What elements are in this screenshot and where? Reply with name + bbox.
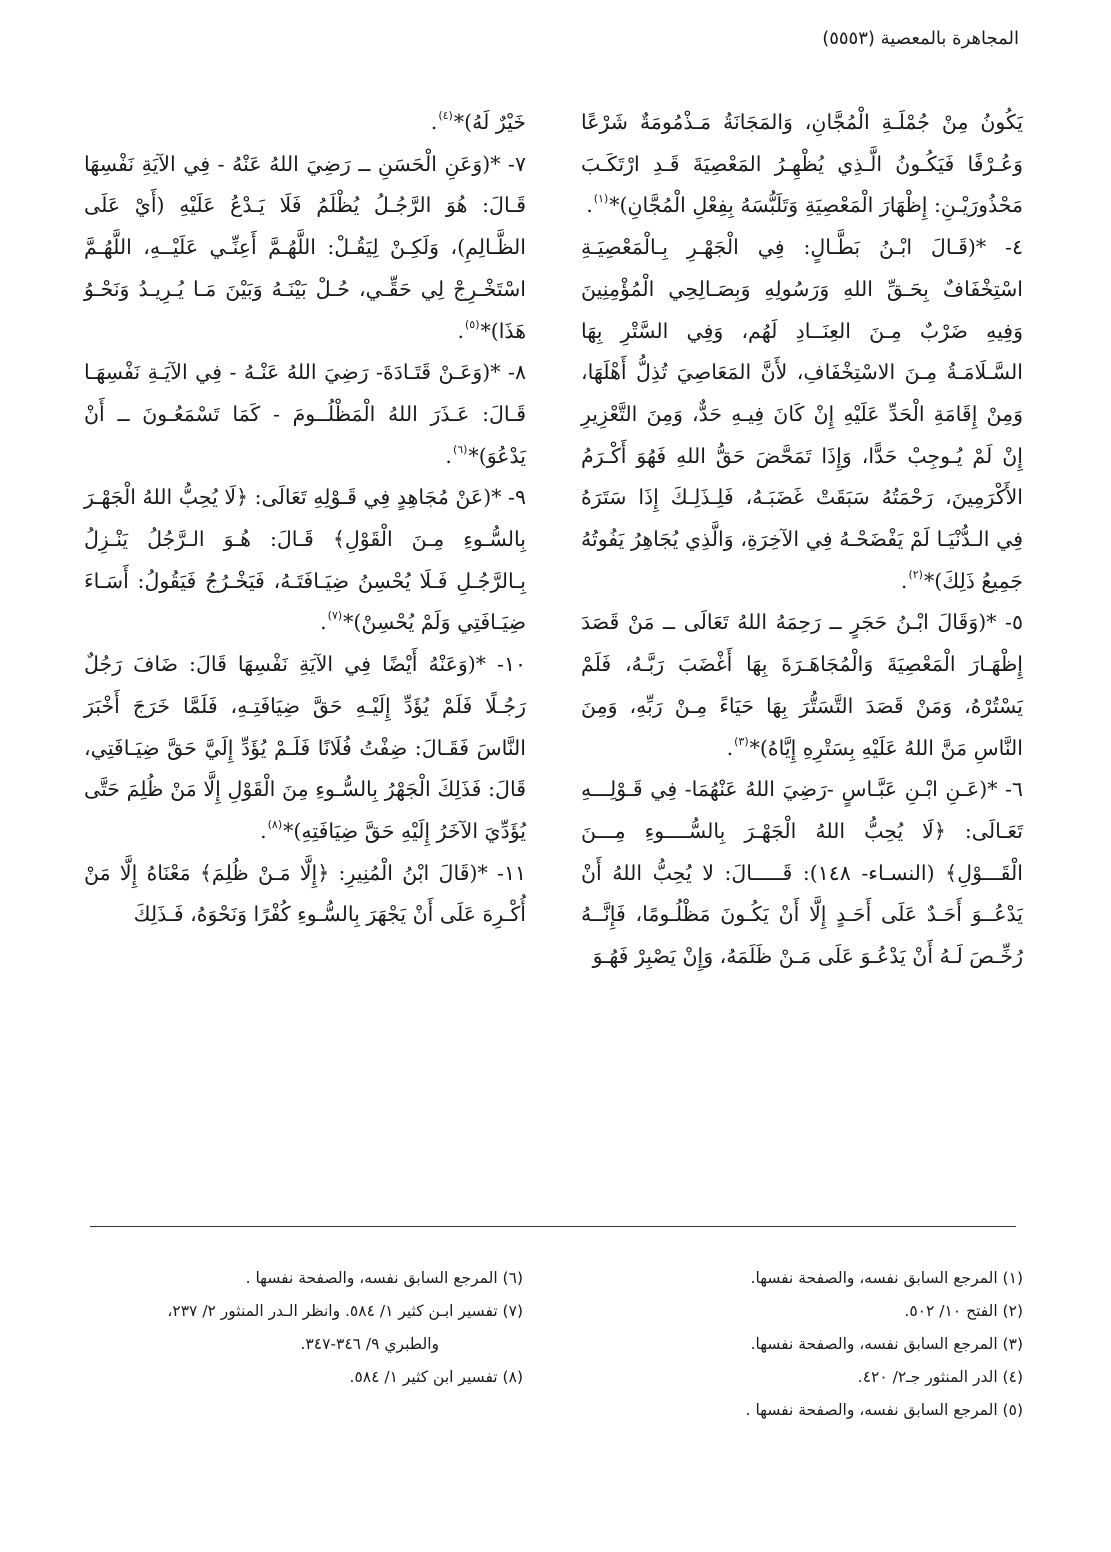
page-number: (٥٥٥٣) (822, 28, 875, 49)
footnote-ref: (٦) (452, 442, 468, 456)
footnote: (١) المرجع السابق نفسه، والصفحة نفسها. (750, 1269, 1023, 1287)
paragraph-text: ٤- *(قَـالَ ابْـنُ بَطَّـالٍ: فِي الْجَهْـرِ بِـالْمَعْصِيَـةِ اسْتِخْفَافٌ بِحَـقِّ اللهِ وَرَسُولِهِ وَبِصَـالِحِي الْمُؤْمِنِينَ وَفِيهِ ضَرْبٌ مِـنَ العِنَــادِ لَهُم، وَفِي السَّتْرِ بِهَا السَّـلَامَـةُ مِـنَ الاسْتِخْفَافِ، لأَنَّ المَعَاصِيَ تُذِلُّ أَهْلَهَا، وَمِنْ إِقَامَةِ الْحَدِّ عَلَيْهِ إِنْ كَانَ فِيـهِ حَدٌّ، وَمِنَ التَّعْزِيرِ إِنْ لَمْ يُـوجِبْ حَدًّا، وَإِذَا تَمَحَّضَ حَقُّ اللهِ فَهُوَ أَكْـرَمُ الأَكْرَمِينَ، رَحْمَتُهُ سَبَقَتْ غَضَبَـهُ، فَلِـذَلِـكَ إِذَا سَتَرَهُ فِي الـدُّنْيَـا لَمْ يَفْضَحْـهُ فِي الآخِرَةِ، وَالَّذِي يُجَاهِرُ يَفُوتُهُ جَمِيعُ ذَلِكَ)* (581, 235, 1023, 593)
footnote-ref: (١) (593, 192, 609, 206)
footnote-separator (90, 1226, 1016, 1227)
footnote-ref: (٥) (464, 317, 480, 331)
paragraph-end: . (586, 193, 593, 218)
paragraph (581, 227, 1023, 602)
paragraph (84, 102, 526, 144)
paragraph (84, 352, 526, 477)
footnote-ref: (٣) (734, 734, 749, 748)
paragraph-end: . (430, 110, 438, 134)
footnote-ref: (٧) (327, 609, 343, 623)
footnote: (٣) المرجع السابق نفسه، والصفحة نفسها. (750, 1335, 1023, 1353)
paragraph-text: ١١- *(قَالَ ابْنُ الْمُنِيرِ: ﴿إِلَّا مَـنْ ظُلِمَ﴾ مَعْنَاهُ إِلَّا مَنْ أُكْـرِهَ عَلَى أَنْ يَجْهَرَ بِالسُّـوءِ كُفْرًا وَنَحْوَهُ، فَـذَلِكَ (84, 860, 526, 927)
paragraph-text: ٧- *(وَعَنِ الْحَسَنِ ــ رَضِيَ اللهُ عَنْهُ - فِي الآيَةِ نَفْسِهَا قَـالَ: هُوَ الرَّجُـلُ يُظْلَمُ فَلَا يَـدْعُ عَلَيْهِ (أَيْ عَلَى الظَّـالِمِ)، وَلَكِـنْ لِيَقُـلْ: اللَّهُـمَّ أَعِنِّـي عَلَيْــهِ، اللَّهُـمَّ اسْتَخْـرِجْ لِي حَقِّـي، حُـلْ بَيْنَـهُ وَبَيْنَ مَـا يُـرِيـدُ وَنَحْـوُ هَذَا)* (84, 151, 526, 343)
paragraph (581, 602, 1023, 769)
paragraph-text: خَيْرٌ لَهُ)* (453, 110, 526, 134)
footnotes-right (583, 1262, 1023, 1427)
paragraph (84, 477, 526, 644)
footnote: (٤) الدر المنثور جـ٢/ ٤٢٠. (857, 1368, 1023, 1386)
text-column-right (581, 102, 1023, 978)
footnote: (٨) تفسير ابن كثير ١/ ٥٨٤. (349, 1368, 523, 1386)
paragraph-text: ٨- *(وَعَـنْ قَتَـادَةَ- رَضِيَ اللهُ عَنْـهُ - فِي الآيَـةِ نَفْسِهَـا قَـالَ: عَـذَرَ اللهُ الْمَظْلُــومَ - كَمَا تَسْمَعُـونَ ــ أَنْ يَدْعُوَ)* (84, 360, 526, 468)
paragraph-end: . (320, 610, 327, 635)
footnote: (٢) الفتح ١٠/ ٥٠٢. (904, 1302, 1023, 1320)
text-column-left (84, 102, 526, 936)
paragraph-text: ٦- *(عَـنِ ابْـنِ عَبَّـاسٍ -رَضِيَ اللهُ عَنْهُمَا- فِي قَـوْلِـــهِ تَعَـالَى: ﴿لَا يُحِبُّ اللهُ الْجَهْـرَ بِالسُّــــوءِ مِـــنَ الْقَـــوْلِ﴾ (النسـاء- ١٤٨): قَـــــالَ: لا يُحِبُّ اللهُ أَنْ يَدْعُــوَ أَحَـدٌ عَلَى أَحَـدٍ إِلَّا أَنْ يَكُـونَ مَظْلُـومًا، فَإِنَّــهُ رُخِّـصَ لَـهُ أَنْ يَدْعُـوَ عَلَى مَـنْ ظَلَمَهُ، وَإِنْ يَصْبِرْ فَهُـوَ (581, 777, 1023, 969)
paragraph-end: . (726, 735, 734, 760)
paragraph (581, 769, 1023, 978)
footnote-ref: (٨) (267, 817, 283, 831)
paragraph-text: ٩- *(عَنْ مُجَاهِدٍ فِي قَـوْلِهِ تَعَالَى: ﴿لَا يُحِبُّ اللهُ الْجَهْـرَ بِالسُّـوءِ مِـنَ الْقَوْلِ﴾ قَـالَ: هُـوَ الـرَّجُلُ يَنْـزِلُ بِـالرَّجُـلِ فَـلَا يُحْسِنُ ضِيَـافَتَـهُ، فَيَخْـرُجُ فَيَقُولُ: أَسَـاءَ ضِيَـافَتِي وَلَمْ يُحْسِنْ)* (84, 485, 526, 635)
paragraph-text: يَكُونُ مِنْ جُمْلَـةِ الْمُجَّانِ، وَالمَجَانَةُ مَـذْمُومَةٌ شَرْعًا وَعُـرْفًا فَيَكُـونُ الَّـذِي يُظْهِـرُ المَعْصِيَةَ قَـدِ ارْتَكَـبَ مَحْذُورَيْـنِ: إِظْهَارَ الْمَعْصِيَةِ وَتَلَبُّسَهُ بِفِعْلِ الْمُجَّانِ)* (581, 110, 1023, 218)
paragraph (84, 853, 526, 936)
paragraph (84, 144, 526, 353)
footnote-ref: (٤) (438, 109, 453, 122)
paragraph-end: . (445, 443, 452, 468)
running-header (822, 28, 1019, 49)
paragraph-end: . (457, 318, 464, 343)
paragraph (84, 644, 526, 853)
running-title: المجاهرة بالمعصية (880, 28, 1019, 49)
paragraph-end: . (260, 818, 267, 843)
paragraph-text: ٥- *(وَقَالَ ابْـنُ حَجَرٍ ــ رَحِمَهُ اللهُ تَعَالَى ــ مَنْ قَصَدَ إِظْهَـارَ الْمَعْصِيَةَ وَالْمُجَاهَـرَةَ بِهَا أَغْضَبَ رَبَّـهُ، فَلَمْ يَسْتُرْهُ، وَمَنْ قَصَدَ التَّسَتُّرَ بِهَا حَيَاءً مِـنْ رَبِّهِ، وَمِنَ النَّاسِ مَنَّ اللهُ عَلَيْهِ بِسَتْرِهِ إِيَّاهُ)* (581, 610, 1023, 760)
paragraph-end: . (900, 568, 908, 593)
footnote: (٥) المرجع السابق نفسه، والصفحة نفسها . (745, 1401, 1023, 1419)
footnote-ref: (٢) (908, 567, 923, 581)
paragraph-text: ١٠- *(وَعَنْهُ أَيْضًا فِي الآيَةِ نَفْسِهَا قَالَ: ضَافَ رَجُلٌ رَجُـلًا فَلَمْ يُؤَدِّ إِلَيْـهِ حَقَّ ضِيَافَتِـهِ، فَلَمَّا خَرَجَ أَخْبَرَ النَّاسَ فَقَـالَ: ضِفْتُ فُلَانًا فَلَـمْ يُؤَدِّ إِلَيَّ حَقَّ ضِيَـافَتِي، قَالَ: فَذَلِكَ الْجَهْرُ بِالسُّـوءِ مِنَ الْقَوْلِ إِلَّا مَنْ ظُلِمَ حَتَّى يُؤَدِّيَ الآخَرُ إِلَيْهِ حَقَّ ضِيَافَتِهِ)* (84, 652, 526, 843)
footnote: (٦) المرجع السابق نفسه، والصفحة نفسها . (245, 1269, 523, 1287)
paragraph (581, 102, 1023, 227)
footnotes-left (83, 1262, 523, 1394)
footnote-continuation: والطبري ٩/ ٣٤٦-٣٤٧. (300, 1335, 439, 1353)
footnote: (٧) تفسير ابـن كثير ١/ ٥٨٤. وانظر الـدر المنثور ٢/ ٢٣٧، (167, 1302, 523, 1320)
